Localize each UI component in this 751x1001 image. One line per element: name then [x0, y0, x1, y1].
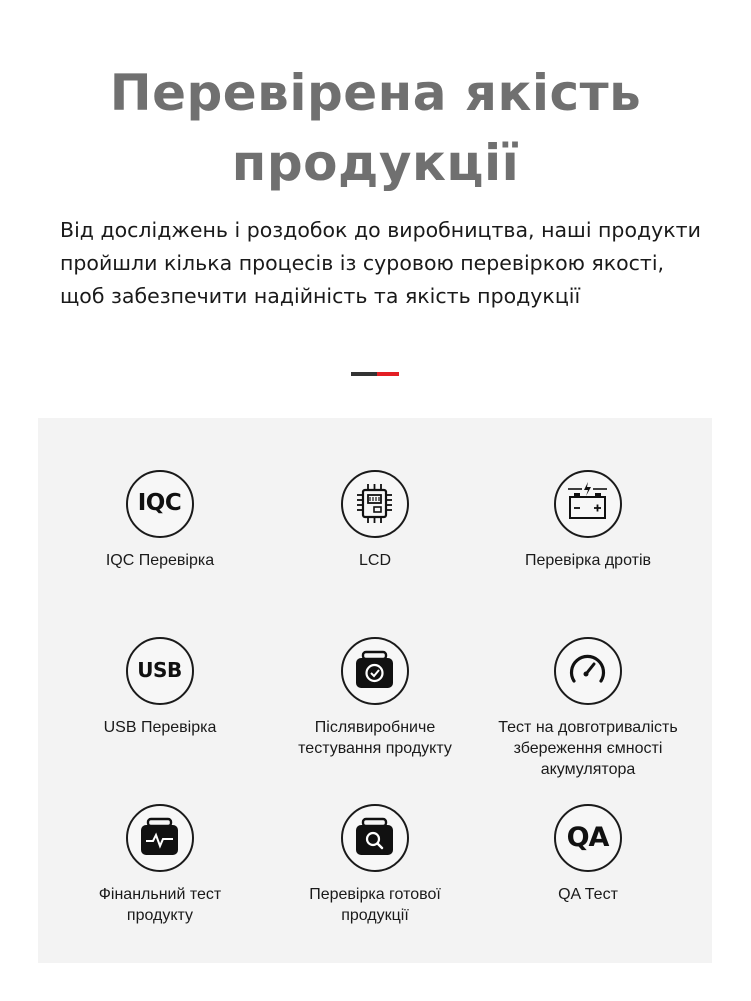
test-item-label: LCD: [358, 552, 391, 569]
test-item-label: IQC Перевірка: [105, 552, 215, 569]
intro-line-2: пройшли кілька процесів із суровою перевіркою якості,: [60, 251, 665, 275]
title-line-1: Перевірена якість: [109, 64, 642, 122]
title-line-2: продукції: [231, 134, 520, 192]
iqc-icon: IQC: [126, 470, 194, 538]
test-item-label: Перевірка готової продукції: [309, 886, 441, 924]
page-title: [0, 58, 751, 198]
intro-text: [60, 214, 710, 313]
power-station-search-icon: [341, 804, 409, 872]
test-item-label: Перевірка дротів: [524, 552, 651, 569]
lcd-chip-icon: [341, 470, 409, 538]
gauge-icon: [554, 637, 622, 705]
quality-tests-panel: [38, 418, 712, 963]
section-divider: [351, 372, 399, 376]
power-station-check-icon: [341, 637, 409, 705]
test-item-label: Тест на довготривалість збереження ємності акумулятора: [498, 719, 678, 778]
test-item-label: USB Перевірка: [103, 719, 217, 736]
test-item-label: Фінанльний тест продукту: [98, 886, 222, 924]
test-item-label: QA Тест: [558, 886, 618, 903]
divider-red-segment: [377, 372, 399, 376]
power-station-pulse-icon: [126, 804, 194, 872]
divider-dark-segment: [351, 372, 377, 376]
battery-icon: [554, 470, 622, 538]
usb-icon: USB: [126, 637, 194, 705]
intro-line-3: щоб забезпечити надійність та якість продукції: [60, 284, 581, 308]
qa-icon: QA: [554, 804, 622, 872]
intro-line-1: Від досліджень і роздобок до виробництва, наші продукти: [60, 218, 701, 242]
test-item-label: Післявиробниче тестування продукту: [298, 719, 452, 757]
